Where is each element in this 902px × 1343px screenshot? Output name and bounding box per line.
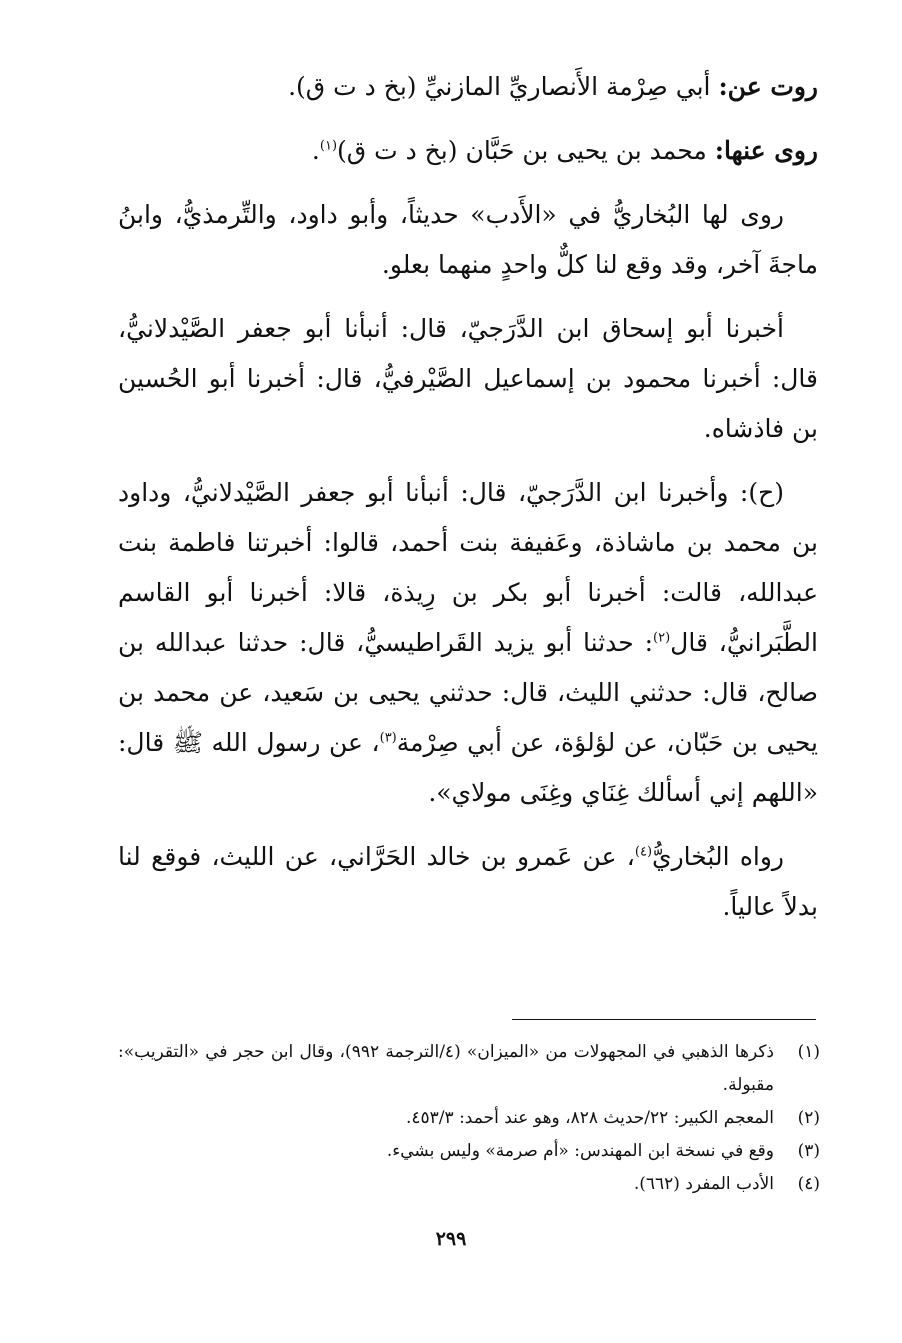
footnote-1 (118, 1036, 820, 1102)
paragraph-4-part-a: رواه البُخاريُّ (652, 842, 785, 871)
paragraph-3-part-a: (ح): وأخبرنا ابن الدَّرَجيّ، قال: أنبأنا أبو جعفر الصَّيْدلانيُّ، وداود بن محمد بن ماشاذة، وعَفيفة بنت أحمد، قالوا: أخبرتنا فاطمة بنت عبدالله، قالت: أخبرنا أبو بكر بن رِيذة، قالا: أخبرنا أبو القاسم الطَّبَرانيُّ، قال (118, 478, 818, 657)
main-text (118, 62, 818, 932)
paragraph-3-part-c: ، عن رسول الله ﷺ قال: «اللهم إني أسألك غِنَاي وغِنَى مولاي». (118, 728, 818, 807)
rawat-line (118, 62, 818, 112)
paragraph-1: روى لها البُخاريُّ في «الأَدب» حديثاً، وأبو داود، والتِّرمذيُّ، وابنُ ماجةَ آخر، وقد وقع لنا كلٌّ واحدٍ منهما بعلو. (118, 200, 818, 279)
footnote-number: (٣) (797, 1141, 820, 1161)
paragraph-3 (118, 468, 818, 818)
paragraph-4-part-b: ، عن عَمرو بن خالد الحَرَّاني، عن الليث، فوقع لنا بدلاً عالياً. (118, 842, 818, 921)
footnote-4 (118, 1168, 820, 1201)
footnote-ref-2[interactable]: (٢) (653, 630, 671, 646)
rawa-end: . (311, 136, 320, 165)
footnote-text: الأدب المفرد (٦٦٢). (633, 1174, 774, 1194)
footnote-ref-4[interactable]: (٤) (634, 844, 653, 860)
footnote-number: (٢) (797, 1108, 820, 1128)
paragraph-4 (118, 832, 818, 932)
rawat-label: روت عن: (718, 72, 818, 101)
footnote-divider (512, 1019, 816, 1020)
footnote-number: (١) (797, 1042, 820, 1062)
paragraph-3-part-b: : حدثنا أبو يزيد القَراطيسيُّ، قال: حدثنا عبدالله بن صالح، قال: حدثني الليث، قال: حدثني يحيى بن سَعيد، عن محمد بن يحيى بن حَبّان، عن لؤلؤة، عن أبي صِرْمة (118, 628, 818, 757)
footnote-2 (118, 1102, 820, 1135)
footnote-text: ذكرها الذهبي في المجهولات من «الميزان» (٤/الترجمة ٩٩٢)، وقال ابن حجر في «التقريب»: مقبولة. (118, 1042, 774, 1095)
footnote-3 (118, 1135, 820, 1168)
rawa-label: روى عنها: (714, 136, 818, 165)
page-number: ٢٩٩ (435, 1228, 467, 1250)
footnote-ref-3[interactable]: (٣) (379, 730, 397, 746)
rawa-line (118, 126, 818, 176)
paragraph-2: أخبرنا أبو إسحاق ابن الدَّرَجيّ، قال: أنبأنا أبو جعفر الصَّيْدلانيُّ، قال: أخبرنا محمود بن إسماعيل الصَّيْرفيُّ، قال: أخبرنا أبو الحُسين بن فاذشاه. (118, 314, 818, 443)
rawat-text: أبي صِرْمة الأَنصاريِّ المازنيِّ (بخ د ت ق). (288, 72, 711, 101)
footnote-ref-1[interactable]: (١) (319, 138, 338, 154)
footnote-number: (٤) (797, 1174, 820, 1194)
footnotes (118, 1036, 820, 1201)
rawa-text: محمد بن يحيى بن حَبَّان (بخ د ت ق) (337, 136, 707, 165)
footnote-text: المعجم الكبير: ٢٢/حديث ٨٢٨، وهو عند أحمد: ٤٥٣/٣. (406, 1108, 774, 1128)
footnote-text: وقع في نسخة ابن المهندس: «أم صرمة» وليس بشيء. (386, 1141, 774, 1161)
